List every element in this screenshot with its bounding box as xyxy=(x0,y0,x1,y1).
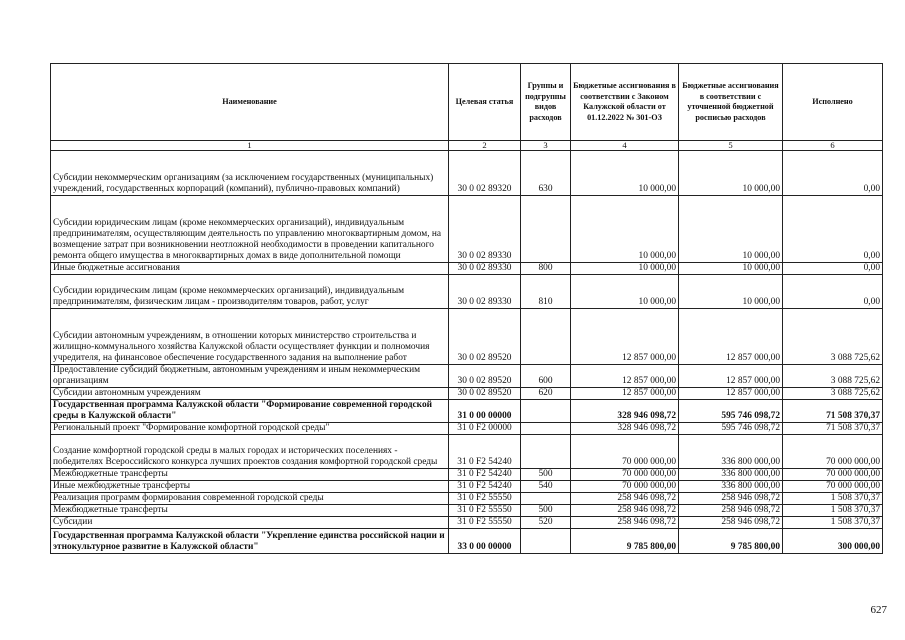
table-row xyxy=(51,263,883,275)
row-revised-amount: 12 857 000,00 xyxy=(679,365,783,388)
row-executed-amount: 3 088 725,62 xyxy=(783,309,883,365)
row-revised-amount: 258 946 098,72 xyxy=(679,505,783,517)
row-revised-amount: 258 946 098,72 xyxy=(679,493,783,505)
row-executed-amount: 1 508 370,37 xyxy=(783,505,883,517)
row-group: 620 xyxy=(521,388,571,400)
row-name: Государственная программа Калужской области "Укрепление единства российской нации и этнокультурное развитие в Калужской области" xyxy=(51,529,449,554)
row-name: Государственная программа Калужской области "Формирование современной городской среды в Калужской области" xyxy=(51,400,449,423)
table-row xyxy=(51,151,883,196)
row-code: 33 0 00 00000 xyxy=(449,529,521,554)
row-group xyxy=(521,435,571,469)
row-code: 30 0 02 89520 xyxy=(449,309,521,365)
row-group: 500 xyxy=(521,505,571,517)
row-law-amount: 258 946 098,72 xyxy=(571,505,679,517)
table-row xyxy=(51,423,883,435)
table-row xyxy=(51,469,883,481)
column-number: 6 xyxy=(783,141,883,151)
row-group: 500 xyxy=(521,469,571,481)
row-revised-amount: 10 000,00 xyxy=(679,196,783,263)
table-row xyxy=(51,435,883,469)
row-revised-amount: 12 857 000,00 xyxy=(679,388,783,400)
row-name: Иные межбюджетные трансферты xyxy=(51,481,449,493)
row-executed-amount: 0,00 xyxy=(783,196,883,263)
row-name: Субсидии автономным учреждениям xyxy=(51,388,449,400)
row-law-amount: 70 000 000,00 xyxy=(571,435,679,469)
table-body xyxy=(51,151,883,554)
row-name: Субсидии юридическим лицам (кроме некоммерческих организаций), индивидуальным предпринимателям, физическим лицам - производителям товаров, работ, услуг xyxy=(51,275,449,309)
header-name: Наименование xyxy=(51,64,449,141)
row-revised-amount: 258 946 098,72 xyxy=(679,517,783,529)
row-law-amount: 10 000,00 xyxy=(571,275,679,309)
row-code: 30 0 02 89520 xyxy=(449,388,521,400)
row-law-amount: 12 857 000,00 xyxy=(571,388,679,400)
row-revised-amount: 10 000,00 xyxy=(679,151,783,196)
row-group xyxy=(521,529,571,554)
table-row xyxy=(51,481,883,493)
table-row xyxy=(51,517,883,529)
row-group: 800 xyxy=(521,263,571,275)
column-number: 1 xyxy=(51,141,449,151)
row-revised-amount: 12 857 000,00 xyxy=(679,309,783,365)
table-row xyxy=(51,505,883,517)
row-law-amount: 328 946 098,72 xyxy=(571,400,679,423)
row-code: 30 0 02 89330 xyxy=(449,275,521,309)
row-code: 30 0 02 89330 xyxy=(449,196,521,263)
row-law-amount: 9 785 800,00 xyxy=(571,529,679,554)
row-code: 31 0 F2 54240 xyxy=(449,481,521,493)
row-group: 540 xyxy=(521,481,571,493)
row-executed-amount: 1 508 370,37 xyxy=(783,517,883,529)
row-law-amount: 70 000 000,00 xyxy=(571,469,679,481)
header-revised: Бюджетные ассигнования в соответствии с уточненной бюджетной росписью расходов xyxy=(679,64,783,141)
row-executed-amount: 3 088 725,62 xyxy=(783,365,883,388)
row-code: 31 0 F2 54240 xyxy=(449,469,521,481)
row-name: Реализация программ формирования современной городской среды xyxy=(51,493,449,505)
row-law-amount: 70 000 000,00 xyxy=(571,481,679,493)
table-row xyxy=(51,365,883,388)
row-law-amount: 258 946 098,72 xyxy=(571,517,679,529)
row-group: 600 xyxy=(521,365,571,388)
row-group xyxy=(521,423,571,435)
row-law-amount: 328 946 098,72 xyxy=(571,423,679,435)
page-number: 627 xyxy=(870,604,887,616)
row-executed-amount: 70 000 000,00 xyxy=(783,435,883,469)
row-name: Субсидии юридическим лицам (кроме некоммерческих организаций), индивидуальным предпринимателям, осуществляющим деятельность по управлению многоквартирным домом, на возмещение затрат при возникновении неотложной необходимости в проведении капитального ремонта общего имущества в многоквартирных домах в виде дополнительной помощи xyxy=(51,196,449,263)
header-code: Целевая статья xyxy=(449,64,521,141)
row-name: Межбюджетные трансферты xyxy=(51,505,449,517)
row-name: Субсидии некоммерческим организациям (за исключением государственных (муниципальных) учреждений, государственных корпораций (компаний), публично-правовых компаний) xyxy=(51,151,449,196)
row-revised-amount: 336 800 000,00 xyxy=(679,435,783,469)
row-group: 810 xyxy=(521,275,571,309)
header-law: Бюджетные ассигнования в соответствии с Законом Калужской области от 01.12.2022 № 301-ОЗ xyxy=(571,64,679,141)
row-code: 31 0 F2 55550 xyxy=(449,493,521,505)
column-number: 3 xyxy=(521,141,571,151)
row-name: Предоставление субсидий бюджетным, автономным учреждениям и иным некоммерческим организациям xyxy=(51,365,449,388)
row-executed-amount: 71 508 370,37 xyxy=(783,400,883,423)
table-row xyxy=(51,196,883,263)
row-law-amount: 10 000,00 xyxy=(571,263,679,275)
row-revised-amount: 10 000,00 xyxy=(679,263,783,275)
table-row xyxy=(51,309,883,365)
row-name: Субсидии автономным учреждениям, в отношении которых министерство строительства и жилищно-коммунального хозяйства Калужской области осуществляет функции и полномочия учредителя, на финансовое обеспечение государственного задания на выполнение работ xyxy=(51,309,449,365)
row-revised-amount: 336 800 000,00 xyxy=(679,469,783,481)
row-code: 31 0 F2 00000 xyxy=(449,423,521,435)
row-group xyxy=(521,309,571,365)
row-executed-amount: 3 088 725,62 xyxy=(783,388,883,400)
row-group: 520 xyxy=(521,517,571,529)
row-name: Субсидии xyxy=(51,517,449,529)
row-revised-amount: 595 746 098,72 xyxy=(679,400,783,423)
row-group xyxy=(521,493,571,505)
row-executed-amount: 70 000 000,00 xyxy=(783,481,883,493)
budget-table xyxy=(50,63,883,554)
row-code: 31 0 F2 55550 xyxy=(449,505,521,517)
row-executed-amount: 1 508 370,37 xyxy=(783,493,883,505)
column-number: 2 xyxy=(449,141,521,151)
row-executed-amount: 70 000 000,00 xyxy=(783,469,883,481)
row-law-amount: 12 857 000,00 xyxy=(571,309,679,365)
row-law-amount: 12 857 000,00 xyxy=(571,365,679,388)
row-name: Межбюджетные трансферты xyxy=(51,469,449,481)
row-code: 30 0 02 89320 xyxy=(449,151,521,196)
row-code: 31 0 F2 54240 xyxy=(449,435,521,469)
row-executed-amount: 0,00 xyxy=(783,275,883,309)
row-law-amount: 258 946 098,72 xyxy=(571,493,679,505)
row-group xyxy=(521,196,571,263)
table-row xyxy=(51,493,883,505)
row-name: Региональный проект "Формирование комфортной городской среды" xyxy=(51,423,449,435)
row-group: 630 xyxy=(521,151,571,196)
row-executed-amount: 0,00 xyxy=(783,263,883,275)
header-executed: Исполнено xyxy=(783,64,883,141)
table-row xyxy=(51,529,883,554)
row-name: Иные бюджетные ассигнования xyxy=(51,263,449,275)
column-number: 5 xyxy=(679,141,783,151)
row-executed-amount: 300 000,00 xyxy=(783,529,883,554)
row-code: 30 0 02 89520 xyxy=(449,365,521,388)
table-row xyxy=(51,388,883,400)
row-revised-amount: 336 800 000,00 xyxy=(679,481,783,493)
table-header-row xyxy=(51,64,883,141)
row-code: 31 0 00 00000 xyxy=(449,400,521,423)
budget-table-container xyxy=(50,63,882,554)
table-row xyxy=(51,275,883,309)
row-executed-amount: 71 508 370,37 xyxy=(783,423,883,435)
row-group xyxy=(521,400,571,423)
row-revised-amount: 595 746 098,72 xyxy=(679,423,783,435)
row-code: 31 0 F2 55550 xyxy=(449,517,521,529)
row-law-amount: 10 000,00 xyxy=(571,196,679,263)
table-row xyxy=(51,400,883,423)
row-revised-amount: 10 000,00 xyxy=(679,275,783,309)
row-law-amount: 10 000,00 xyxy=(571,151,679,196)
row-code: 30 0 02 89330 xyxy=(449,263,521,275)
row-name: Создание комфортной городской среды в малых городах и исторических поселениях - победителях Всероссийского конкурса лучших проектов создания комфортной городской среды xyxy=(51,435,449,469)
row-revised-amount: 9 785 800,00 xyxy=(679,529,783,554)
row-executed-amount: 0,00 xyxy=(783,151,883,196)
column-number: 4 xyxy=(571,141,679,151)
column-number-row xyxy=(51,141,883,151)
header-group: Группы и подгруппы видов расходов xyxy=(521,64,571,141)
